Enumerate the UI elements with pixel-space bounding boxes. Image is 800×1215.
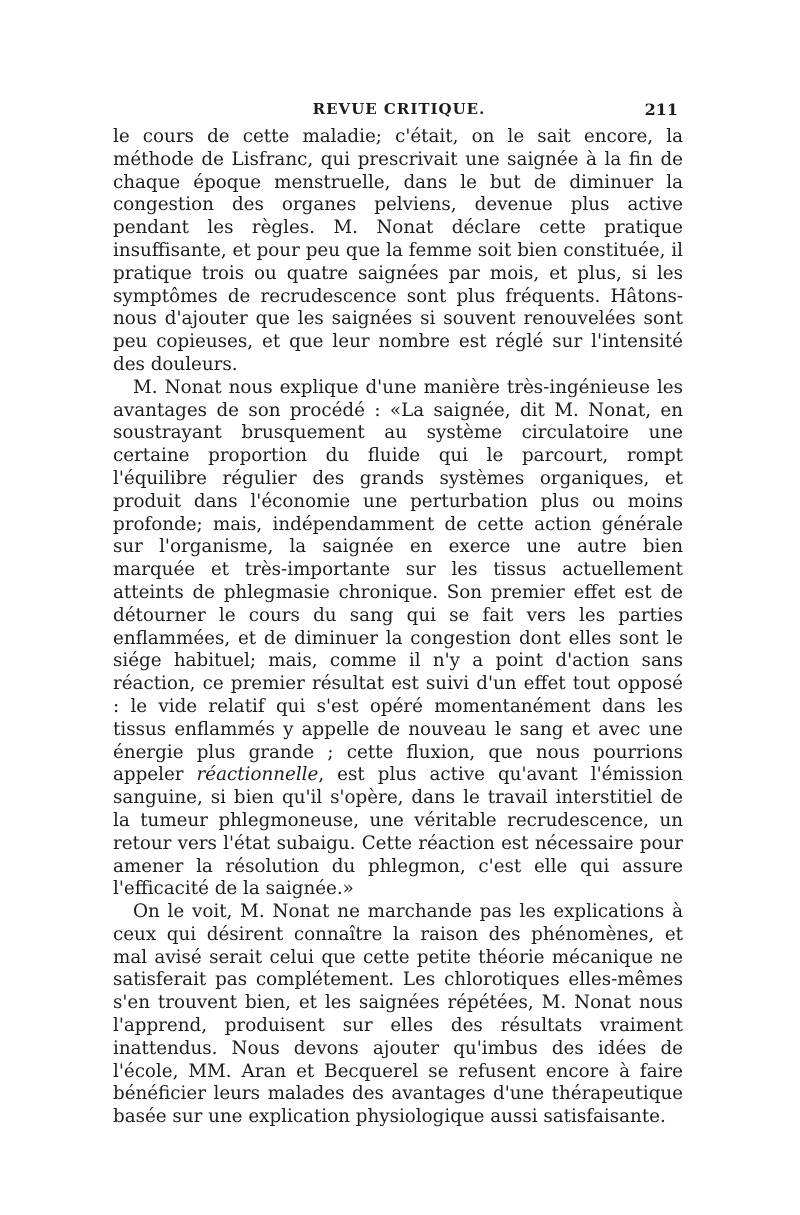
italic-term: réactionnelle xyxy=(196,764,319,786)
paragraph-2-part-a: M. Nonat nous explique d'une manière très-ingénieuse les avantages de son procédé : «La saignée, dit M. Nonat, en soustrayant brusquement au système circulatoire une certaine proportion du fluide qui le parcourt, rompt l'équilibre régulier des grands systèmes organiques, et produit dans l'économie une perturbation plus ou moins profonde; mais, indépendamment de cette action générale sur l'organisme, la saignée en exerce une autre bien marquée et très-importante sur les tissus actuellement atteints de phlegmasie chronique. Son premier effet est de détourner le cours du sang qui se fait vers les parties enflammées, et de diminuer la congestion dont elles sont le siége habituel; mais, comme il n'y a point d'action sans réaction, ce premier résultat est suivi d'un effet tout opposé : le vide relatif qui s'est opéré momentanément dans les tissus enflammés y appelle de nouveau le sang et avec une énergie plus grande ; cette fluxion, que nous pourrions appeler xyxy=(113,376,683,786)
paragraph-3: On le voit, M. Nonat ne marchande pas les explications à ceux qui désirent connaître la raison des phénomènes, et mal avisé serait celui que cette petite théorie mécanique ne satisferait pas complétement. Les chlorotiques elles-mêmes s'en trouvent bien, et les saignées répétées, M. Nonat nous l'apprend, produisent sur elles des résultats vraiment inattendus. Nous devons ajouter qu'imbus des idées de l'école, MM. Aran et Becquerel se refusent encore à faire bénéficier leurs malades des avantages d'une thérapeutique basée sur une explication physiologique aussi satisfaisante. xyxy=(113,901,683,1128)
body-text xyxy=(113,126,683,1129)
page-header xyxy=(118,100,680,124)
page-number: 211 xyxy=(644,100,678,119)
running-title: REVUE CRITIQUE. xyxy=(312,100,486,118)
paragraph-2 xyxy=(113,377,683,901)
paragraph-1: le cours de cette maladie; c'était, on le sait encore, la méthode de Lisfranc, qui prescrivait une saignée à la fin de chaque époque menstruelle, dans le but de diminuer la congestion des organes pelviens, devenue plus active pendant les règles. M. Nonat déclare cette pratique insuffisante, et pour peu que la femme soit bien constituée, il pratique trois ou quatre saignées par mois, et plus, si les symptômes de recrudescence sont plus fréquents. Hâtons-nous d'ajouter que les saignées si souvent renouvelées sont peu copieuses, et que leur nombre est réglé sur l'intensité des douleurs. xyxy=(113,126,683,375)
paragraph-2-part-b: , est plus active qu'avant l'émission sanguine, si bien qu'il s'opère, dans le travail interstitiel de la tumeur phlegmoneuse, une véritable recrudescence, un retour vers l'état subaigu. Cette réaction est nécessaire pour amener la résolution du phlegmon, c'est elle qui assure l'efficacité de la saignée.» xyxy=(113,764,684,900)
